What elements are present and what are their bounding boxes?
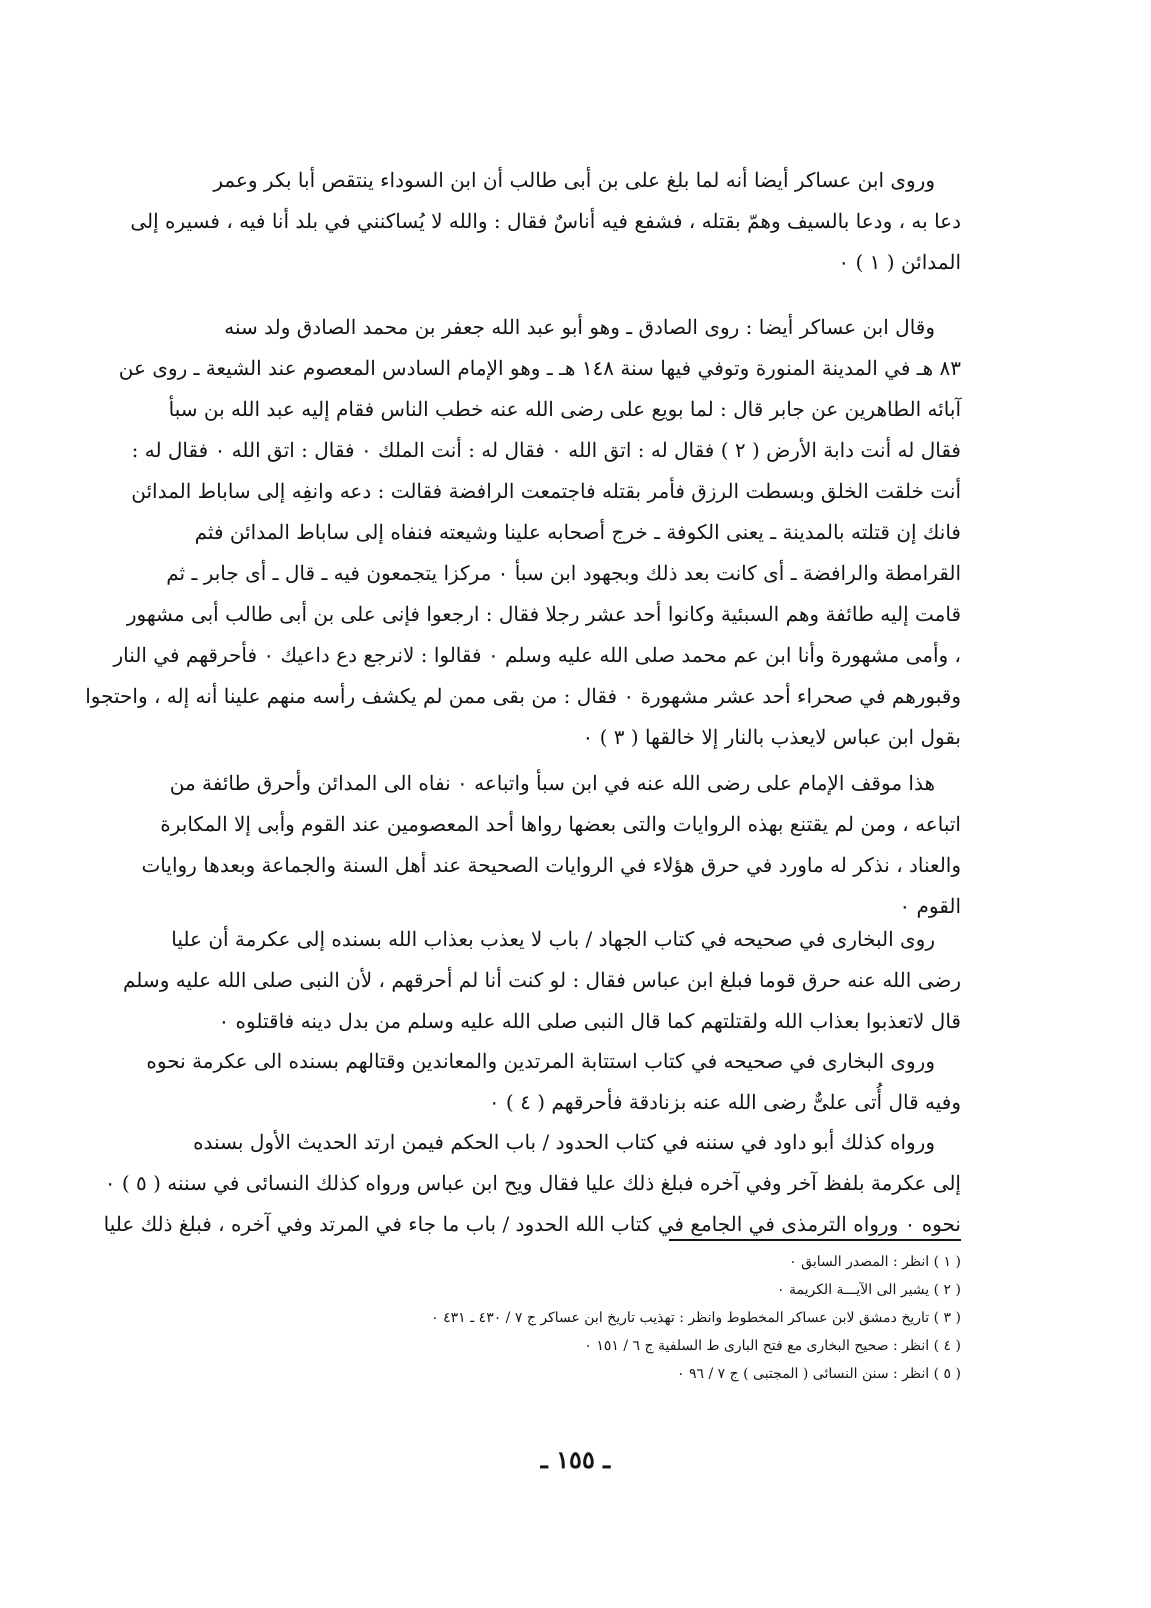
text-line: والعناد ، نذكر له ماورد في حرق هؤلاء في الروايات الصحيحة عند أهل السنة والجماعة وبعدها روايات: [141, 853, 961, 877]
text-line: ، وأمى مشهورة وأنا ابن عم محمد صلى الله عليه وسلم ٠ فقالوا : لانرجع دع داعيك ٠ فأحرقهم في النار: [113, 643, 961, 667]
text-line: وقال ابن عساكر أيضا : روى الصادق ـ وهو أبو عبد الله جعفر بن محمد الصادق ولد سنه: [224, 315, 935, 339]
text-line: وروى البخارى في صحيحه في كتاب استتابة المرتدين والمعاندين وقتالهم بسنده الى عكرمة نحوه: [146, 1049, 935, 1073]
text-line: قال لاتعذبوا بعذاب الله ولقتلتهم كما قال النبى صلى الله عليه وسلم من بدل دينه فاقتلوه ٠: [218, 1009, 961, 1033]
text-line: وروى ابن عساكر أيضا أنه لما بلغ على بن أبى طالب أن ابن السوداء ينتقص أبا بكر وعمر: [213, 168, 935, 192]
footnote-1: ( ١ ) انظر : المصدر السابق ٠: [789, 1254, 961, 1270]
footnote-2: ( ٢ ) يشير الى الآيـــة الكريمة ٠: [777, 1282, 961, 1298]
text-line: ورواه كذلك أبو داود في سننه في كتاب الحدود / باب الحكم فيمن ارتد الحديث الأول بسنده: [193, 1130, 935, 1154]
paragraph-4: [123, 919, 961, 1042]
text-line: قامت إليه طائفة وهم السبئية وكانوا أحد عشر رجلا فقال : ارجعوا فإنى على بن أبى طالب أبى مشهور: [126, 602, 961, 626]
footnote-3: ( ٣ ) تاريخ دمشق لابن عساكر المخطوط وانظر : تهذيب تاريخ ابن عساكر ج ٧ / ٤٣٠ ـ ٤٣١ ٠: [431, 1310, 961, 1326]
text-line: القوم ٠: [899, 894, 961, 918]
text-line: رضى الله عنه حرق قوما فبلغ ابن عباس فقال : لو كنت أنا لم أحرقهم ، لأن النبى صلى الله عليه وسلم: [123, 968, 961, 992]
text-line: وفيه قال أُتى علىٌّ رضى الله عنه بزنادقة فأحرقهم ( ٤ ) ٠: [488, 1090, 961, 1114]
text-line: اتباعه ، ومن لم يقتنع بهذه الروايات والتى بعضها رواها أحد المعصومين عند القوم وأبى إلا المكابرة: [160, 812, 961, 836]
footnote-5: ( ٥ ) انظر : سنن النسائى ( المجتبى ) ج ٧ / ٩٦ ٠: [677, 1366, 961, 1382]
text-line: وقبورهم في صحراء أحد عشر مشهورة ٠ فقال : من بقى ممن لم يكشف رأسه منهم علينا أنه إله ، واحتجوا: [85, 684, 961, 708]
page-number: ـ ١٥٥ ـ: [540, 1445, 611, 1474]
paragraph-6: [103, 1122, 961, 1245]
footnote-divider: [669, 1239, 961, 1241]
paragraph-2: [85, 307, 961, 758]
footnotes-list: [131, 1248, 961, 1388]
text-line: إلى عكرمة بلفظ آخر وفي آخره فبلغ ذلك عليا فقال ويح ابن عباس ورواه كذلك النسائى في سننه ( ٥ ) ٠: [104, 1171, 961, 1195]
text-line: أنت خلقت الخلق وبسطت الرزق فأمر بقتله فاجتمعت الرافضة فقالت : دعه وانفِه إلى ساباط المدائن: [131, 479, 961, 503]
text-line: فانك إن قتلته بالمدينة ـ يعنى الكوفة ـ خرج أصحابه علينا وشيعته فنفاه إلى ساباط المدائن فثم: [194, 520, 961, 544]
paragraph-1: [131, 160, 961, 283]
text-line: القرامطة والرافضة ـ أى كانت بعد ذلك وبجهود ابن سبأ ٠ مركزا يتجمعون فيه ـ قال ـ أى جابر ـ ثم: [166, 561, 961, 585]
text-line: بقول ابن عباس لايعذب بالنار إلا خالقها ( ٣ ) ٠: [582, 725, 961, 749]
text-line: روى البخارى في صحيحه في كتاب الجهاد / باب لا يعذب بعذاب الله بسنده إلى عكرمة أن عليا: [171, 927, 935, 951]
text-line: هذا موقف الإمام على رضى الله عنه في ابن سبأ واتباعه ٠ نفاه الى المدائن وأحرق طائفة من: [169, 771, 935, 795]
text-line: دعا به ، ودعا بالسيف وهمّ بقتله ، فشفع فيه أناسٌ فقال : والله لا يُساكنني في بلد أنا فيه ، فسيره إلى: [130, 209, 961, 233]
paragraph-5: [131, 1041, 961, 1123]
text-line: فقال له أنت دابة الأرض ( ٢ ) فقال له : اتق الله ٠ فقال له : أنت الملك ٠ فقال : اتق الله ٠ فقال له :: [131, 438, 961, 462]
paragraph-3: [131, 763, 961, 927]
text-line: ٨٣ هـ في المدينة المنورة وتوفي فيها سنة ١٤٨ هـ ـ وهو الإمام السادس المعصوم عند الشيعة ـ روى عن: [118, 356, 961, 380]
text-line: نحوه ٠ ورواه الترمذى في الجامع في كتاب الله الحدود / باب ما جاء في المرتد وفي آخره ، فبلغ ذلك عليا: [103, 1212, 961, 1236]
footnote-4: ( ٤ ) انظر : صحيح البخارى مع فتح البارى ط السلفية ج ٦ / ١٥١ ٠: [584, 1338, 961, 1354]
text-line: المدائن ( ١ ) ٠: [838, 250, 961, 274]
text-line: آبائه الطاهرين عن جابر قال : لما بويع على رضى الله عنه خطب الناس فقام إليه عبد الله بن سبأ: [168, 397, 961, 421]
